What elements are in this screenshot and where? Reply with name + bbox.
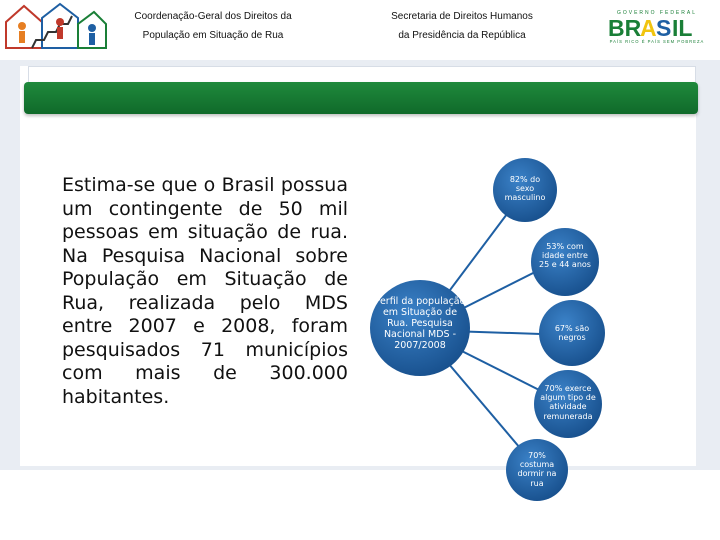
svg-text:PAÍS RICO É PAÍS SEM POBREZA: PAÍS RICO É PAÍS SEM POBREZA — [609, 39, 705, 44]
node-race-label: 67% são negros — [554, 324, 590, 343]
header-center-line2: da Presidência da República — [398, 30, 526, 41]
center-node-label: Perfil da população em Situação de Rua. Pesquisa Nacional MDS - 2007/2008 — [374, 296, 466, 351]
svg-text:A: A — [640, 15, 657, 41]
svg-text:BR: BR — [608, 15, 642, 41]
node-sleep-label: 70% costuma dormir na rua — [517, 451, 557, 488]
node-age-label: 53% com idade entre 25 e 44 anos — [539, 242, 591, 270]
main-paragraph: Estima-se que o Brasil possua um contingente de 50 mil pessoas em situação de rua. Na Pesquisa Nacional sobre População em Situação de Rua, realizada pelo MDS entre 2007 e 2008, foram pesquisados 71 municípios com mais de 300.000 habitantes. — [62, 174, 348, 408]
node-male-label: 82% do sexo masculino — [504, 175, 546, 203]
svg-text:S: S — [656, 15, 672, 41]
header-center-line1: Secretaria de Direitos Humanos — [391, 11, 533, 22]
svg-text:GOVERNO FEDERAL: GOVERNO FEDERAL — [616, 10, 698, 16]
header-left-line2: População em Situação de Rua — [142, 30, 284, 41]
svg-text:IL: IL — [672, 15, 693, 41]
header-left-line1: Coordenação-Geral dos Direitos da — [134, 11, 292, 22]
node-work-label: 70% exerce algum tipo de atividade remunerada — [540, 384, 596, 421]
